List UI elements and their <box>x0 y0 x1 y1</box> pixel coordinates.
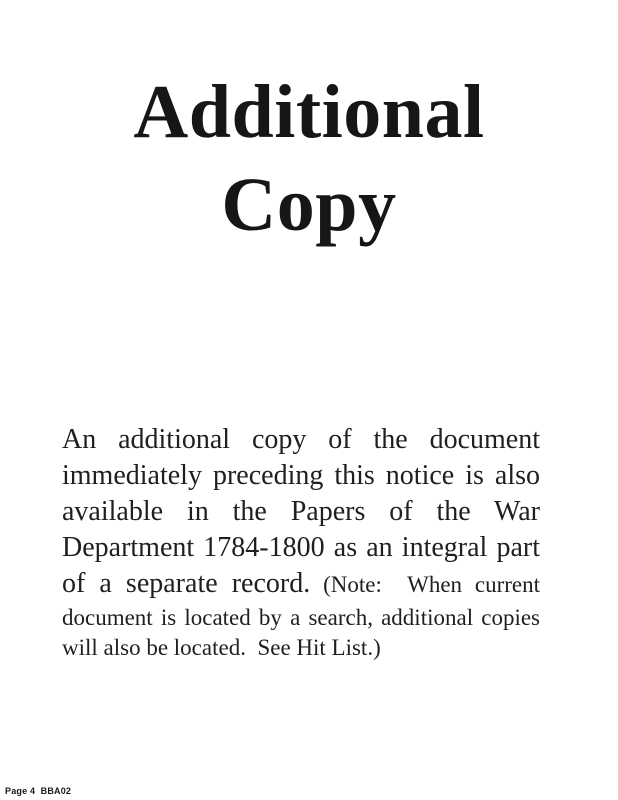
title-line-2: Copy <box>221 163 397 247</box>
paragraph-line-7: will also be located. See Hit List.) <box>62 635 381 660</box>
paragraph-line-3: available in the Papers of the War <box>62 496 540 527</box>
paragraph-line-4: Department 1784-1800 as an integral part <box>62 532 540 563</box>
paragraph-line-6: document is located by a search, additional copies <box>62 605 540 630</box>
document-title <box>0 0 618 252</box>
title-line-1: Additional <box>133 70 485 154</box>
page-footer-label: Page 4 BBA02 <box>5 786 72 796</box>
paragraph-line-5-note: (Note: When current <box>310 572 541 597</box>
paragraph-line-5-main: of a separate record. <box>62 568 311 599</box>
paragraph-line-5 <box>62 566 540 603</box>
notice-paragraph <box>62 422 540 663</box>
paragraph-line-1: An additional copy of the document <box>62 424 540 455</box>
paragraph-line-2: immediately preceding this notice is also <box>62 460 540 491</box>
